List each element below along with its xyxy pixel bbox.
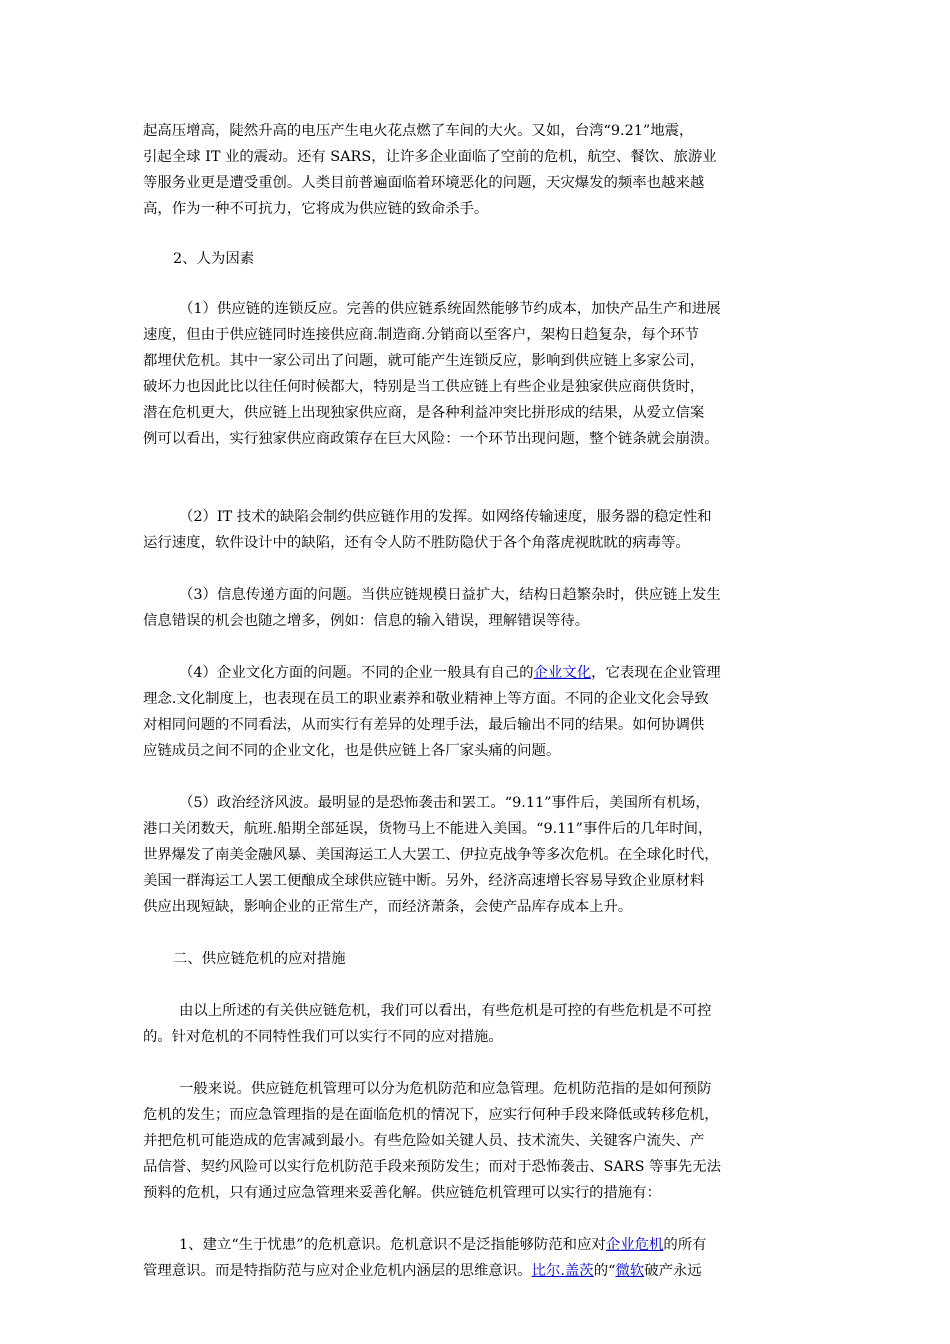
text-line: 由以上所述的有关供应链危机，我们可以看出，有些危机是可控的有些危机是不可控 [179,1003,712,1019]
text-line: 例可以看出，实行独家供应商政策存在巨大风险：一个环节出现问题，整个链条就会崩溃。 [143,431,719,447]
paragraph-chain-reaction [143,296,815,452]
text-segment: ，它表现在企业管理 [591,665,721,681]
paragraph-natural-disasters [143,118,815,222]
document-page [143,118,815,1284]
paragraph-corporate-culture [143,660,815,764]
text-line: 一般来说。供应链危机管理可以分为危机防范和应急管理。危机防范指的是如何预防 [179,1081,712,1097]
text-line: 等服务业更是遭受重创。人类目前普遍面临着环境恶化的问题，天灾爆发的频率也越来越 [143,175,705,191]
text-segment: 1、建立“生于忧患”的危机意识。危机意识不是泛指能够防范和应对 [179,1237,606,1253]
text-line: 潜在危机更大，供应链上出现独家供应商，是各种利益冲突比拼形成的结果，从爱立信案 [143,405,705,421]
text-line: 的。针对危机的不同特性我们可以实行不同的应对措施。 [143,1029,503,1045]
text-line: 理念.文化制度上，也表现在员工的职业素养和敬业精神上等方面。不同的企业文化会导致 [143,691,709,707]
text-line: 对相同问题的不同看法，从而实行有差异的处理手法，最后输出不同的结果。如何协调供 [143,717,705,733]
text-line: （2）IT 技术的缺陷会制约供应链作用的发挥。如网络传输速度，服务器的稳定性和 [179,509,712,525]
paragraph-information-transfer [143,582,815,634]
link-corporate-culture[interactable]: 企业文化 [533,665,592,681]
paragraph-it-defects [143,504,815,556]
text-line: 品信誉、契约风险可以实行危机防范手段来预防发生；而对于恐怖袭击、SARS 等事先无法 [143,1159,721,1175]
text-segment: 管理意识。而是特指防范与应对企业危机内涵层的思维意识。 [143,1263,532,1279]
link-enterprise-crisis[interactable]: 企业危机 [605,1237,664,1253]
text-line [143,1258,815,1284]
text-line: 美国一群海运工人罢工便酿成全球供应链中断。另外，经济高速增长容易导致企业原材料 [143,873,705,889]
text-line: （5）政治经济风波。最明显的是恐怖袭击和罢工。“9.11”事件后，美国所有机场， [179,795,710,811]
text-line: 并把危机可能造成的危害减到最小。有些危险如关键人员、技术流失、关键客户流失、产 [143,1133,705,1149]
text-line: 预料的危机，只有通过应急管理来妥善化解。供应链危机管理可以实行的措施有： [143,1185,662,1201]
text-segment: 破产永远 [644,1263,702,1279]
text-line: 供应出现短缺，影响企业的正常生产，而经济萧条，会使产品库存成本上升。 [143,899,633,915]
text-line: （3）信息传递方面的问题。当供应链规模日益扩大，结构日趋繁杂时，供应链上发生 [179,587,721,603]
text-segment: （4）企业文化方面的问题。不同的企业一般具有自己的 [179,665,534,681]
text-line: 运行速度，软件设计中的缺陷，还有令人防不胜防隐伏于各个角落虎视眈眈的病毒等。 [143,535,690,551]
text-line: 起高压增高，陡然升高的电压产生电火花点燃了车间的大火。又如，台湾“9.21”地震， [143,123,694,139]
link-bill-gates[interactable]: 比尔.盖茨 [531,1263,594,1279]
text-line: 速度，但由于供应链同时连接供应商.制造商.分销商以至客户，架构日趋复杂，每个环节 [143,327,699,343]
text-segment: 的“ [593,1263,616,1279]
paragraph-summary [143,998,815,1050]
text-line: 应链成员之间不同的企业文化，也是供应链上各厂家头痛的问题。 [143,743,561,759]
paragraph-crisis-awareness [143,1232,815,1284]
paragraph-political-economic [143,790,815,920]
text-line: 危机的发生；而应急管理指的是在面临危机的情况下，应实行何种手段来降低或转移危机， [143,1107,719,1123]
paragraph-crisis-management [143,1076,815,1206]
text-line: 港口关闭数天，航班.船期全部延误，货物马上不能进入美国。“9.11”事件后的几年时间， [143,821,713,837]
section-heading-human-factors: 2、人为因素 [173,251,255,267]
text-line [143,1232,815,1258]
text-line: 世界爆发了南美金融风暴、美国海运工人大罢工、伊拉克战争等多次危机。在全球化时代， [143,847,719,863]
text-line: 高，作为一种不可抗力，它将成为供应链的致命杀手。 [143,201,489,217]
text-line: 信息错误的机会也随之增多，例如：信息的输入错误，理解错误等待。 [143,613,590,629]
text-line: （1）供应链的连锁反应。完善的供应链系统固然能够节约成本，加快产品生产和进展 [179,301,721,317]
text-line: 引起全球 IT 业的震动。还有 SARS，让许多企业面临了空前的危机，航空、餐饮、旅游业 [143,149,717,165]
link-microsoft[interactable]: 微软 [615,1263,645,1279]
text-line [143,660,815,686]
text-line: 都埋伏危机。其中一家公司出了问题，就可能产生连锁反应，影响到供应链上多家公司， [143,353,705,369]
text-line: 破坏力也因此比以往任何时候都大，特别是当工供应链上有些企业是独家供应商供货时， [143,379,705,395]
section-heading-countermeasures: 二、供应链危机的应对措施 [173,951,346,967]
text-segment: 的所有 [663,1237,707,1253]
